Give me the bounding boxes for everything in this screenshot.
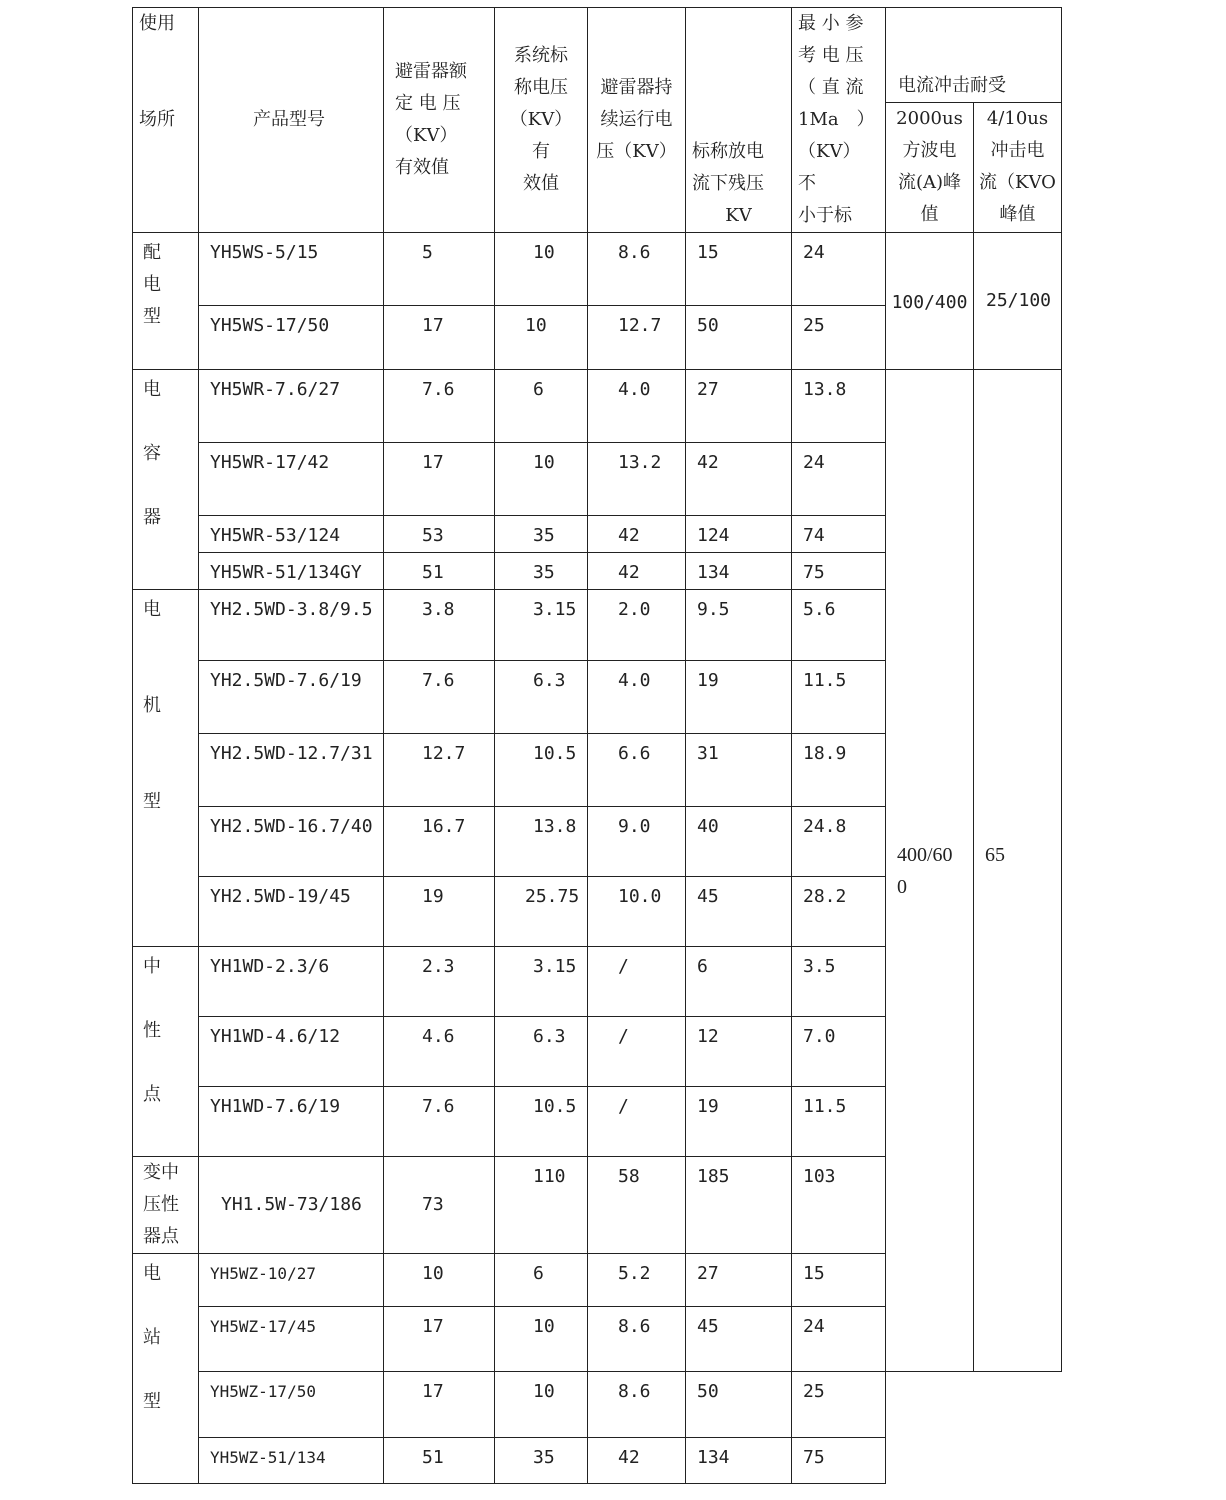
arrester-spec-table <box>132 7 1062 1484</box>
rated-voltage-cell: 16.7 <box>384 807 495 877</box>
model-cell: YH2.5WD-19/45 <box>199 877 384 947</box>
system-voltage-cell: 3.15 <box>495 947 588 1017</box>
rated-voltage-cell: 12.7 <box>384 734 495 807</box>
header-system-voltage <box>495 8 588 233</box>
ref-voltage-cell: 74 <box>792 516 886 553</box>
residual-voltage-cell: 27 <box>686 1254 792 1307</box>
header-place-line: 使用 <box>139 13 175 34</box>
rated-voltage-cell: 2.3 <box>384 947 495 1017</box>
system-voltage-cell: 10.5 <box>495 1087 588 1157</box>
impulse-merged-cell: 65 <box>974 370 1062 1372</box>
header-withstand-text: 电流冲击耐受 <box>898 75 1006 96</box>
header-line: （KV） <box>395 125 458 146</box>
system-voltage-cell: 6 <box>495 370 588 443</box>
model-cell: YH2.5WD-3.8/9.5 <box>199 590 384 661</box>
continuous-voltage-cell: 8.6 <box>588 233 686 306</box>
header-line: 值 <box>920 204 939 225</box>
residual-voltage-cell: 134 <box>686 553 792 590</box>
header-line: 考 电 压 <box>798 45 864 66</box>
ref-voltage-cell: 28.2 <box>792 877 886 947</box>
header-line: 系统标 <box>514 45 568 66</box>
continuous-voltage-cell: 2.0 <box>588 590 686 661</box>
table-row <box>133 370 1062 443</box>
model-cell: YH1WD-2.3/6 <box>199 947 384 1017</box>
header-line: 压（KV） <box>596 141 677 162</box>
place-char: 压性 <box>143 1194 179 1215</box>
place-cell <box>133 1254 199 1484</box>
header-place <box>133 8 199 233</box>
rated-voltage-cell: 51 <box>384 553 495 590</box>
system-voltage-cell: 10 <box>495 1307 588 1372</box>
system-voltage-cell: 25.75 <box>495 877 588 947</box>
continuous-voltage-cell: 6.6 <box>588 734 686 807</box>
residual-voltage-cell: 45 <box>686 877 792 947</box>
header-line: （KV）有 <box>509 109 573 162</box>
place-char: 型 <box>143 791 161 812</box>
place-char: 中 <box>143 956 161 977</box>
rated-voltage-cell: 7.6 <box>384 1087 495 1157</box>
rated-voltage-cell: 19 <box>384 877 495 947</box>
system-voltage-cell: 35 <box>495 553 588 590</box>
ref-voltage-cell: 11.5 <box>792 661 886 734</box>
header-line: 方波电 <box>902 140 957 161</box>
header-square-wave <box>886 103 974 233</box>
residual-voltage-cell: 27 <box>686 370 792 443</box>
system-voltage-cell: 13.8 <box>495 807 588 877</box>
model-cell: YH5WR-17/42 <box>199 443 384 516</box>
continuous-voltage-cell: 58 <box>588 1157 686 1254</box>
rated-voltage-cell: 17 <box>384 1372 495 1438</box>
residual-voltage-cell: 185 <box>686 1157 792 1254</box>
ref-voltage-cell: 24 <box>792 443 886 516</box>
residual-voltage-cell: 40 <box>686 807 792 877</box>
rated-voltage-cell: 5 <box>384 233 495 306</box>
header-model-text: 产品型号 <box>253 109 325 130</box>
system-voltage-cell: 35 <box>495 1438 588 1484</box>
ref-voltage-cell: 18.9 <box>792 734 886 807</box>
rated-voltage-cell: 73 <box>384 1157 495 1254</box>
residual-voltage-cell: 15 <box>686 233 792 306</box>
ref-voltage-cell: 24 <box>792 233 886 306</box>
residual-voltage-cell: 31 <box>686 734 792 807</box>
merged-value-line: 400/60 <box>897 843 953 866</box>
place-char: 电 <box>143 599 161 620</box>
table-row <box>133 1372 1062 1438</box>
merged-value-line: 0 <box>897 875 907 898</box>
place-char: 型 <box>143 1391 161 1412</box>
ref-voltage-cell: 75 <box>792 1438 886 1484</box>
header-ref-voltage <box>792 8 886 233</box>
rated-voltage-cell: 4.6 <box>384 1017 495 1087</box>
residual-voltage-cell: 134 <box>686 1438 792 1484</box>
model-cell: YH1WD-4.6/12 <box>199 1017 384 1087</box>
place-char: 点 <box>143 1084 161 1105</box>
residual-voltage-cell: 19 <box>686 1087 792 1157</box>
model-cell: YH2.5WD-16.7/40 <box>199 807 384 877</box>
place-cell <box>133 1157 199 1254</box>
model-cell: YH5WZ-51/134 <box>199 1438 384 1484</box>
model-cell: YH5WS-5/15 <box>199 233 384 306</box>
header-line: 定 电 压 <box>395 93 461 114</box>
header-residual-voltage <box>686 8 792 233</box>
system-voltage-cell: 110 <box>495 1157 588 1254</box>
ref-voltage-cell: 25 <box>792 306 886 370</box>
system-voltage-cell: 6 <box>495 1254 588 1307</box>
place-cell <box>133 233 199 370</box>
place-char: 机 <box>143 695 161 716</box>
place-char: 性 <box>143 1020 161 1041</box>
continuous-voltage-cell: 5.2 <box>588 1254 686 1307</box>
place-char: 电 <box>143 379 161 400</box>
model-cell: YH1WD-7.6/19 <box>199 1087 384 1157</box>
system-voltage-cell: 10 <box>495 1372 588 1438</box>
place-char: 电 <box>143 274 161 295</box>
rated-voltage-cell: 17 <box>384 1307 495 1372</box>
system-voltage-cell: 6.3 <box>495 1017 588 1087</box>
square-wave-cell: 100/400 <box>886 233 974 370</box>
header-line: 4/10us <box>986 108 1049 129</box>
model-cell: YH2.5WD-7.6/19 <box>199 661 384 734</box>
residual-voltage-cell: 9.5 <box>686 590 792 661</box>
continuous-voltage-cell: 13.2 <box>588 443 686 516</box>
header-line: 标称放电 <box>692 141 764 162</box>
residual-voltage-cell: 12 <box>686 1017 792 1087</box>
system-voltage-cell: 10 <box>495 443 588 516</box>
ref-voltage-cell: 11.5 <box>792 1087 886 1157</box>
square-wave-merged-cell <box>886 370 974 1372</box>
header-line: KV <box>725 205 752 226</box>
ref-voltage-cell: 5.6 <box>792 590 886 661</box>
rated-voltage-cell: 51 <box>384 1438 495 1484</box>
table-row <box>133 233 1062 306</box>
model-cell: YH5WR-51/134GY <box>199 553 384 590</box>
header-line: 称电压 <box>514 77 568 98</box>
header-line: 峰值 <box>999 204 1036 225</box>
residual-voltage-cell: 45 <box>686 1307 792 1372</box>
header-line: 流（KVO <box>979 172 1056 193</box>
residual-voltage-cell: 50 <box>686 1372 792 1438</box>
rated-voltage-cell: 10 <box>384 1254 495 1307</box>
ref-voltage-cell: 24.8 <box>792 807 886 877</box>
rated-voltage-cell: 17 <box>384 443 495 516</box>
ref-voltage-cell: 3.5 <box>792 947 886 1017</box>
header-line: 1Ma ） <box>798 109 875 130</box>
place-cell <box>133 370 199 590</box>
continuous-voltage-cell: 4.0 <box>588 370 686 443</box>
continuous-voltage-cell: / <box>588 947 686 1017</box>
rated-voltage-cell: 17 <box>384 306 495 370</box>
header-line: （ 直 流 <box>798 77 864 98</box>
continuous-voltage-cell: 42 <box>588 1438 686 1484</box>
model-cell: YH5WR-53/124 <box>199 516 384 553</box>
continuous-voltage-cell: 9.0 <box>588 807 686 877</box>
place-char: 站 <box>143 1327 161 1348</box>
header-line: 冲击电 <box>990 140 1045 161</box>
residual-voltage-cell: 50 <box>686 306 792 370</box>
continuous-voltage-cell: 42 <box>588 516 686 553</box>
system-voltage-cell: 6.3 <box>495 661 588 734</box>
residual-voltage-cell: 124 <box>686 516 792 553</box>
continuous-voltage-cell: 4.0 <box>588 661 686 734</box>
header-line: （KV） 不 <box>798 141 861 194</box>
residual-voltage-cell: 6 <box>686 947 792 1017</box>
continuous-voltage-cell: 8.6 <box>588 1307 686 1372</box>
header-withstand <box>886 8 1062 103</box>
place-char: 电 <box>143 1263 161 1284</box>
system-voltage-cell: 10.5 <box>495 734 588 807</box>
residual-voltage-cell: 42 <box>686 443 792 516</box>
header-continuous-voltage <box>588 8 686 233</box>
place-char: 型 <box>143 306 161 327</box>
continuous-voltage-cell: 10.0 <box>588 877 686 947</box>
impulse-cell: 25/100 <box>974 233 1062 370</box>
table-row <box>133 1438 1062 1484</box>
header-line: 避雷器额 <box>395 61 467 82</box>
continuous-voltage-cell: / <box>588 1087 686 1157</box>
header-impulse <box>974 103 1062 233</box>
continuous-voltage-cell: 42 <box>588 553 686 590</box>
model-cell: YH5WZ-17/45 <box>199 1307 384 1372</box>
model-cell: YH5WS-17/50 <box>199 306 384 370</box>
model-cell: YH2.5WD-12.7/31 <box>199 734 384 807</box>
header-line: 2000us <box>896 108 963 129</box>
residual-voltage-cell: 19 <box>686 661 792 734</box>
header-rated-voltage <box>384 8 495 233</box>
place-char: 配 <box>143 242 161 263</box>
place-char: 变中 <box>143 1162 179 1183</box>
system-voltage-cell: 3.15 <box>495 590 588 661</box>
place-cell <box>133 947 199 1157</box>
header-line: 最 小 参 <box>798 13 864 34</box>
continuous-voltage-cell: / <box>588 1017 686 1087</box>
ref-voltage-cell: 7.0 <box>792 1017 886 1087</box>
header-line: 续运行电 <box>600 109 673 130</box>
ref-voltage-cell: 24 <box>792 1307 886 1372</box>
ref-voltage-cell: 103 <box>792 1157 886 1254</box>
place-char: 器点 <box>143 1226 179 1247</box>
header-place-line: 场所 <box>139 109 175 130</box>
header-line: 小于标 <box>798 205 852 226</box>
system-voltage-cell: 35 <box>495 516 588 553</box>
place-char: 容 <box>143 443 161 464</box>
rated-voltage-cell: 7.6 <box>384 370 495 443</box>
rated-voltage-cell: 3.8 <box>384 590 495 661</box>
model-cell: YH5WZ-17/50 <box>199 1372 384 1438</box>
header-line: 流(A)峰 <box>897 172 962 193</box>
ref-voltage-cell: 25 <box>792 1372 886 1438</box>
continuous-voltage-cell: 8.6 <box>588 1372 686 1438</box>
header-model <box>199 8 384 233</box>
place-char: 器 <box>143 507 161 528</box>
header-line: 效值 <box>523 173 559 194</box>
place-cell <box>133 590 199 947</box>
model-cell: YH5WR-7.6/27 <box>199 370 384 443</box>
continuous-voltage-cell: 12.7 <box>588 306 686 370</box>
header-line: 流下残压 <box>692 173 764 194</box>
system-voltage-cell: 10 <box>495 233 588 306</box>
system-voltage-cell: 10 <box>495 306 588 370</box>
model-cell: YH1.5W-73/186 <box>199 1157 384 1254</box>
rated-voltage-cell: 7.6 <box>384 661 495 734</box>
model-cell: YH5WZ-10/27 <box>199 1254 384 1307</box>
rated-voltage-cell: 53 <box>384 516 495 553</box>
header-line: 避雷器持 <box>600 77 673 98</box>
ref-voltage-cell: 75 <box>792 553 886 590</box>
header-line: 有效值 <box>395 157 449 178</box>
ref-voltage-cell: 15 <box>792 1254 886 1307</box>
ref-voltage-cell: 13.8 <box>792 370 886 443</box>
